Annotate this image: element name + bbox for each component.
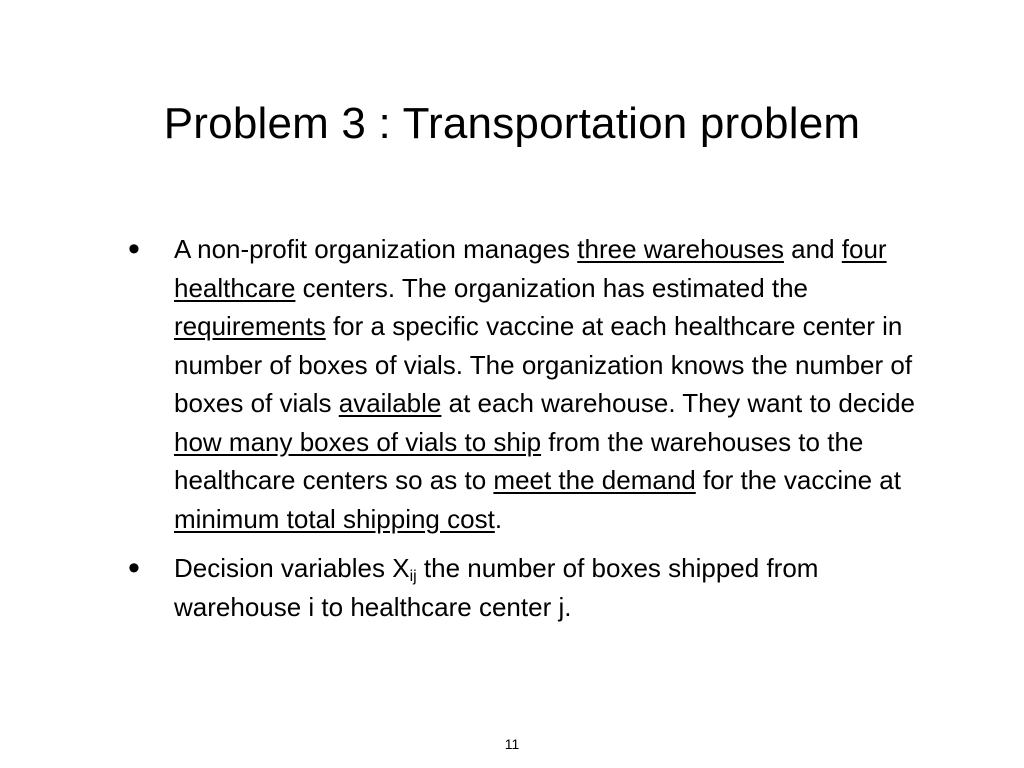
underlined-term-three-warehouses: three warehouses — [577, 234, 784, 264]
bullet-text — [174, 234, 915, 534]
underlined-term-meet-the-demand: meet the demand — [493, 465, 696, 495]
bullet-list — [128, 230, 928, 637]
text-segment: Decision variables X — [174, 553, 410, 583]
underlined-term-available: available — [338, 388, 442, 418]
underlined-term-requirements: requirements — [174, 311, 326, 341]
bullet-dot-icon: • — [128, 230, 140, 268]
bullet-text — [174, 553, 818, 622]
text-segment: from the warehouses to the healthcare centers so as to — [174, 426, 864, 495]
subscript-ij: ij — [409, 568, 417, 585]
page-number: 11 — [504, 736, 520, 752]
bullet-item-problem-description — [128, 230, 928, 538]
bullet-item-decision-variables — [128, 549, 928, 626]
slide-title: Problem 3 : Transportation problem — [163, 99, 861, 148]
underlined-term-how-many-boxes: how many boxes of vials to ship — [174, 426, 542, 457]
bullet-dot-icon: • — [128, 549, 140, 587]
text-segment: centers. The organization has estimated the — [295, 272, 809, 303]
text-segment: for a specific vaccine at each healthcare center in number of boxes of vials. The organization knows the number of boxes of vials — [174, 311, 913, 418]
underlined-term-minimum-total-shipping-cost: minimum total shipping cost — [174, 503, 495, 534]
text-segment: and — [783, 234, 842, 264]
text-segment: A non-profit organization manages — [174, 234, 578, 264]
text-segment: at each warehouse. They want to decide — [441, 388, 915, 418]
underlined-term-four-healthcare: four healthcare — [174, 234, 887, 303]
text-segment: . — [494, 503, 503, 534]
text-segment: the number of boxes shipped from warehouse i to healthcare center j. — [174, 553, 819, 622]
text-segment: for the vaccine at — [695, 465, 901, 495]
